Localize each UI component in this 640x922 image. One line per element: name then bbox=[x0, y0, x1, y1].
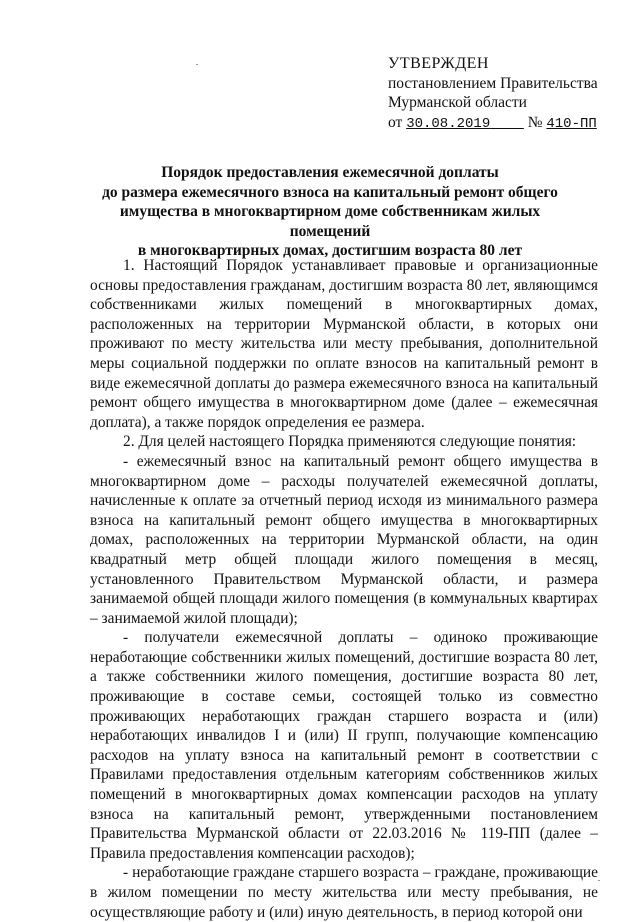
approval-line-2: Мурманской области bbox=[388, 94, 527, 111]
paragraph-3: - ежемесячный взнос на капитальный ремонт общего имущества в многоквартирном доме – расходы получателей ежемесячной доплаты, начисленные к оплате за отчетный период исходя из минимального размера взноса на капитальный ремонт общего имущества в многоквартирных домах, расположенных на территории Мурманской области, на один квадратный метр общей площади жилого помещения в месяц, установленного Правительством Мурманской области, и размера занимаемой общей площади жилого помещения (в коммунальных квартирах – занимаемой жилой площади); bbox=[90, 452, 598, 627]
approval-block bbox=[388, 54, 623, 134]
approval-date-prefix: от bbox=[388, 113, 403, 131]
paragraph-1: 1. Настоящий Порядок устанавливает правовые и организационные основы предоставления гражданам, достигшим возраста 80 лет, являющимся собственниками жилых помещений в многоквартирных домах, расположенных на территории Мурманской области, в которых они проживают по месту жительства или месту пребывания, дополнительной меры социальной поддержки по оплате взносов на капитальный ремонт в виде ежемесячной доплаты до размера ежемесячного взноса на капитальный ремонт общего имущества в многоквартирном доме (далее – ежемесячная доплата), а также порядок определения ее размера. bbox=[90, 257, 598, 431]
document-body bbox=[90, 256, 598, 922]
scan-speck bbox=[196, 64, 198, 65]
paragraph-5: - неработающие граждане старшего возраста – граждане, проживающие в жилом помещении по месту жительства или месту пребывания, не осуществляющие работу и (или) иную деятельность, в период которой они bbox=[90, 864, 598, 921]
scan-speck bbox=[598, 880, 600, 881]
approval-date: 30.08.2019 bbox=[406, 115, 491, 132]
approval-line-1: постановлением Правительства bbox=[388, 74, 598, 92]
title-line-1: Порядок предоставления ежемесячной доплаты bbox=[161, 164, 499, 181]
approval-date-line bbox=[388, 113, 623, 135]
approval-number: 410-ПП bbox=[546, 115, 597, 132]
approval-heading: УТВЕРЖДЕН bbox=[388, 55, 489, 72]
title-line-2: до размера ежемесячного взноса на капитальный ремонт общего bbox=[102, 183, 558, 201]
paragraph-2: 2. Для целей настоящего Порядка применяются следующие понятия: bbox=[123, 433, 577, 451]
title-line-3: имущества в многоквартирном доме собственникам жилых помещений bbox=[119, 203, 541, 240]
approval-number-prefix: № bbox=[527, 113, 543, 131]
title-line-4: в многоквартирных домах, достигшим возраста 80 лет bbox=[137, 242, 523, 259]
approval-date-underline-gap bbox=[490, 116, 524, 132]
document-title bbox=[80, 163, 580, 261]
paragraph-4: - получатели ежемесячной доплаты – одиноко проживающие неработающие собственники жилых помещений, достигшие возраста 80 лет, а также собственники жилого помещения, достигшие возраста 80 лет, проживающие в составе семьи, состоящей только из совместно проживающих неработающих граждан старшего возраста и (или) неработающих инвалидов I и (или) II групп, получающие компенсацию расходов на уплату взноса на капитальный ремонт в соответствии с Правилами предоставления отдельным категориям собственников жилых помещений в многоквартирных домах компенсации расходов на уплату взноса на капитальный ремонт, утвержденными постановлением Правительства Мурманской области от 22.03.2016 № 119-ПП (далее – Правила предоставления компенсации расходов); bbox=[90, 629, 598, 862]
